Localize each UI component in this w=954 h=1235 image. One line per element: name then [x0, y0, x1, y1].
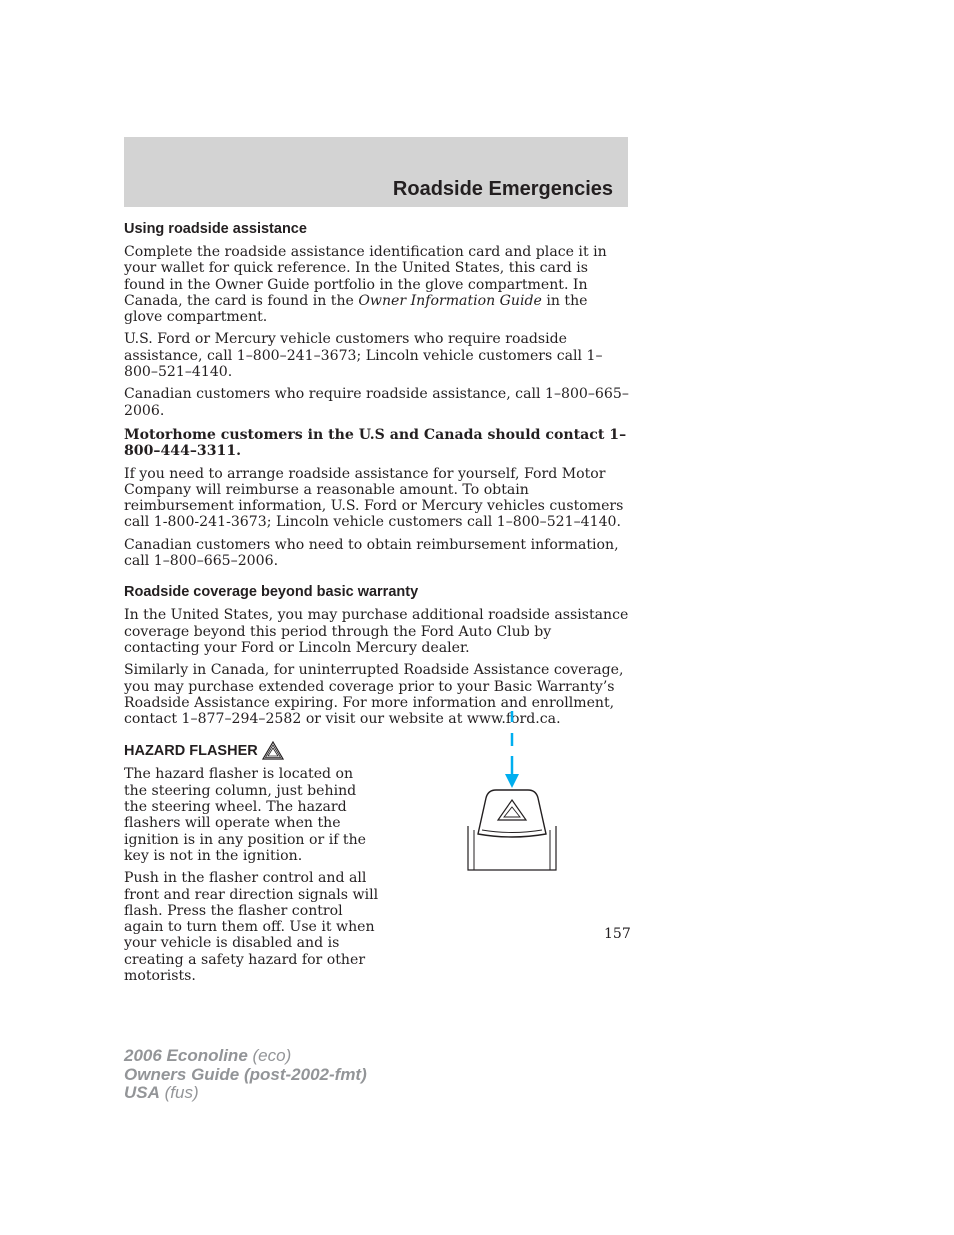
paragraph: Similarly in Canada, for uninterrupted Roadside Assistance coverage, you may purchase extended coverage prior to your Basic Warranty’s Roadside Assistance expiring. For more information and enrollment, contact 1–877–294–2582 or visit our website at www.ford.ca. [124, 662, 624, 728]
paragraph: Canadian customers who need to obtain reimbursement information, call 1–800–665–2006. [124, 536, 619, 570]
footer-line-model: 2006 Econoline (eco) [124, 1046, 292, 1065]
paragraph: Push in the flasher control and all front and rear direction signals will flash. Press the flasher control again to turn them off. Use it when your vehicle is disabled and is creating a safety hazard for other motorists. [124, 870, 379, 984]
page-title: Roadside Emergencies [392, 178, 613, 200]
paragraph: If you need to arrange roadside assistance for yourself, Ford Motor Company will reimburse a reasonable amount. To obtain reimbursement information, U.S. Ford or Mercury vehicles customers call 1-800-241-3673; Lincoln vehicle customers call 1–800–521–4140. [124, 465, 624, 531]
paragraph: In the United States, you may purchase additional roadside assistance coverage beyond this period through the Ford Auto Club by contacting your Ford or Lincoln Mercury dealer. [124, 607, 629, 656]
paragraph: The hazard flasher is located on the steering column, just behind the steering wheel. The hazard flashers will operate when the ignition is in any position or if the key is not in the ignition. [124, 766, 366, 864]
section-header-band [124, 137, 628, 207]
paragraph: Canadian customers who require roadside assistance, call 1–800–665–2006. [124, 386, 629, 419]
heading-roadside-coverage: Roadside coverage beyond basic warranty [124, 584, 419, 601]
hazard-flasher-button-illustration [460, 706, 564, 876]
owner-information-guide-title: Owner Information Guide [358, 292, 542, 309]
footer-line-guide: Owners Guide (post-2002-fmt) [124, 1064, 367, 1084]
heading-using-roadside-assistance: Using roadside assistance [124, 221, 307, 237]
footer-line-market: USA (fus) [124, 1083, 199, 1102]
hazard-flasher-text [124, 766, 379, 984]
page-number: 157 [604, 926, 631, 942]
warning-triangle-icon [262, 741, 284, 760]
paragraph: Complete the roadside assistance identification card and place it in your wallet for quick reference. In the United States, this card is found in the Owner Guide portfolio in the glove compartment. In Canada, the card is found in the Owner Information Guide in the glove compartment. [124, 244, 607, 326]
paragraph-bold: Motorhome customers in the U.S and Canada should contact 1–800–444–3311. [124, 426, 627, 460]
document-footer [124, 1047, 367, 1103]
paragraph: U.S. Ford or Mercury vehicle customers who require roadside assistance, call 1–800–241–3673; Lincoln vehicle customers call 1–800–521–4140. [124, 331, 603, 381]
heading-hazard-flasher: HAZARD FLASHER [124, 741, 629, 760]
